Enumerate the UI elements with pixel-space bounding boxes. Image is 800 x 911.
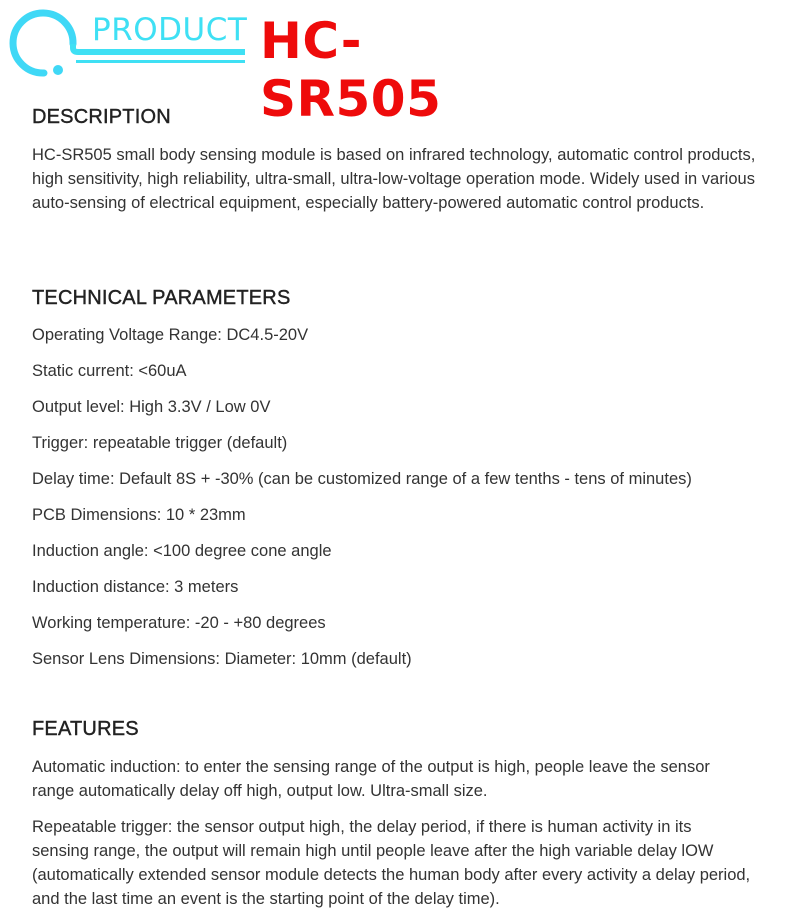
parameter-item: Output level: High 3.3V / Low 0V: [32, 398, 271, 416]
parameter-item: Induction distance: 3 meters: [32, 578, 239, 596]
parameter-item: Trigger: repeatable trigger (default): [32, 434, 288, 452]
description-heading: DESCRIPTION: [32, 106, 171, 128]
parameter-item: Operating Voltage Range: DC4.5-20V: [32, 326, 309, 344]
feature-paragraph: Automatic induction: to enter the sensing range of the output is high, people leave the sensor range automatically delay off high, output low. Ultra-small size.: [32, 758, 710, 800]
parameter-item: Sensor Lens Dimensions: Diameter: 10mm (default): [32, 650, 412, 668]
description-text: HC-SR505 small body sensing module is based on infrared technology, automatic control products, high sensitivity, high reliability, ultra-small, ultra-low-voltage operation mode. Widely used in various auto-sensing of electrical equipment, especially battery-powered automatic control products.: [32, 146, 756, 212]
parameter-item: Static current: <60uA: [32, 362, 187, 380]
feature-paragraph: Repeatable trigger: the sensor output high, the delay period, if there is human activity in its sensing range, the output will remain high until people leave after the high variable delay lOW (automatically extended sensor module detects the human body after every activity a delay period, and the last time an event is the starting point of the delay time).: [32, 818, 751, 908]
features-heading: FEATURES: [32, 718, 139, 740]
logo-label: PRODUCT: [92, 12, 248, 48]
parameters-heading: TECHNICAL PARAMETERS: [32, 287, 291, 309]
page-title: HC-SR505: [260, 12, 442, 128]
parameter-item: Delay time: Default 8S + -30% (can be customized range of a few tenths - tens of minutes): [32, 470, 692, 488]
parameter-item: PCB Dimensions: 10 * 23mm: [32, 506, 246, 524]
parameter-item: Induction angle: <100 degree cone angle: [32, 542, 332, 560]
parameter-item: Working temperature: -20 - +80 degrees: [32, 614, 326, 632]
